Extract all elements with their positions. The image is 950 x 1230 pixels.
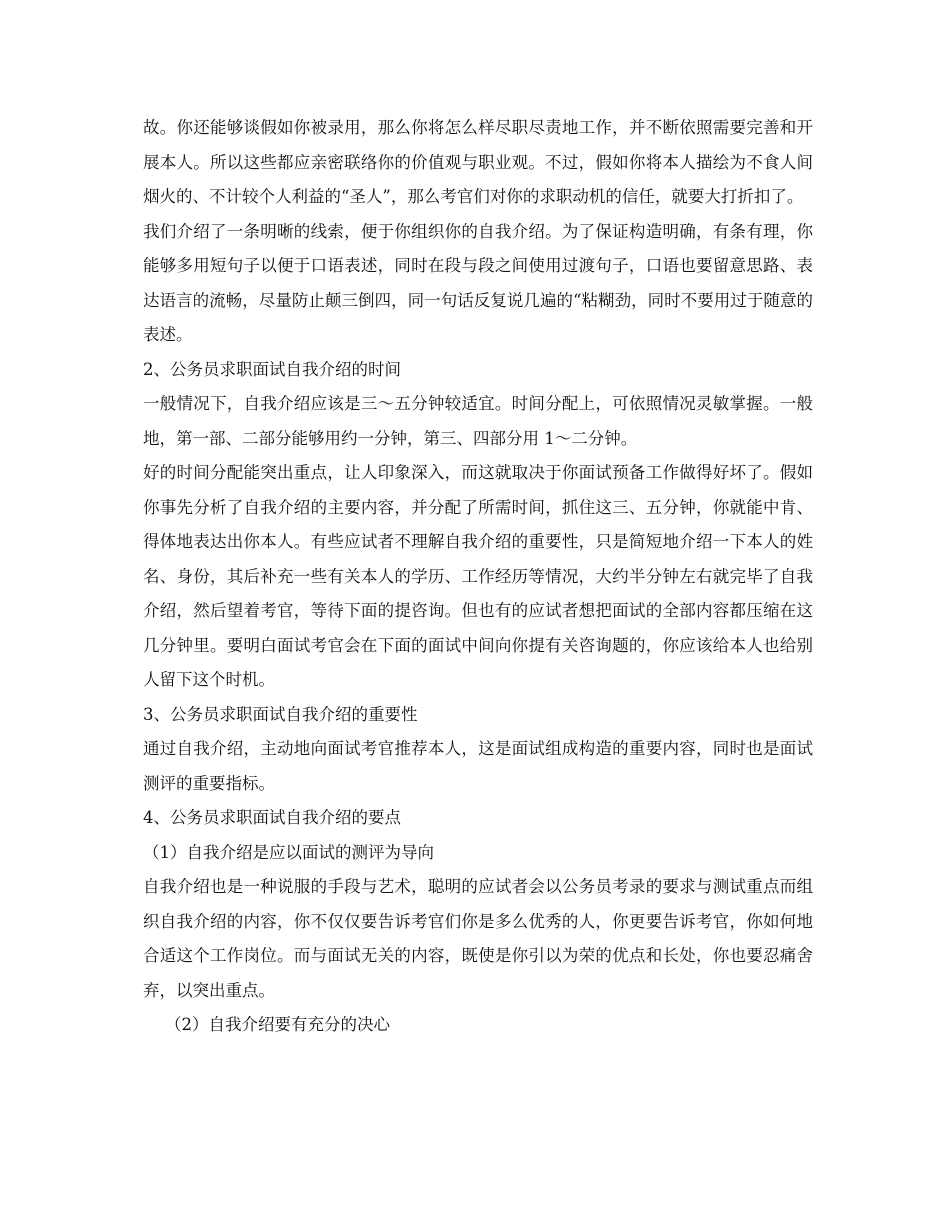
document-body [143, 111, 813, 1043]
paragraph-point-1-body: 自我介绍也是一种说服的手段与艺术，聪明的应试者会以公务员考录的要求与测试重点而组织自我介绍的内容，你不仅仅要告诉考官们你是多么优秀的人，你更要告诉考官，你如何地合适这个工作岗位。而与面试无关的内容，既使是你引以为荣的优点和长处，你也要忍痛舍弃，以突出重点。 [143, 877, 813, 1000]
heading-section-2: 2、公务员求职面试自我介绍的时间 [143, 359, 401, 379]
subheading-point-1: （1）自我介绍是应以面试的测评为导向 [143, 842, 434, 862]
paragraph-time-allocation: 好的时间分配能突出重点，让人印象深入，而这就取决于你面试预备工作做得好坏了。假如你事先分析了自我介绍的主要内容，并分配了所需时间，抓住这三、五分钟，你就能中肯、得体地表达出你本人。有些应试者不理解自我介绍的重要性，只是简短地介绍一下本人的姓名、身份，其后补充一些有关本人的学历、工作经历等情况，大约半分钟左右就完毕了自我介绍，然后望着考官，等待下面的提咨询。但也有的应试者想把面试的全部内容都压缩在这几分钟里。要明白面试考官会在下面的面试中间向你提有关咨询题的，你应该给本人也给别人留下这个时机。 [143, 463, 813, 689]
heading-section-3: 3、公务员求职面试自我介绍的重要性 [143, 704, 418, 724]
heading-section-4: 4、公务员求职面试自我介绍的要点 [143, 808, 401, 827]
subheading-point-2: （2）自我介绍要有充分的决心 [165, 1015, 390, 1034]
paragraph-importance: 通过自我介绍，主动地向面试考官推荐本人，这是面试组成构造的重要内容，同时也是面试测评的重要指标。 [143, 739, 813, 793]
paragraph-continuation-motivation: 故。你还能够谈假如你被录用，那么你将怎么样尽职尽责地工作，并不断依照需要完善和开展本人。所以这些都应亲密联络你的价值观与职业观。不过，假如你将本人描绘为不食人间烟火的、不计较个人利益的“圣人”，那么考官们对你的求职动机的信任，就要大打折扣了。 [143, 118, 813, 206]
paragraph-clear-clue: 我们介绍了一条明晰的线索，便于你组织你的自我介绍。为了保证构造明确，有条有理，你能够多用短句子以便于口语表述，同时在段与段之间使用过渡句子，口语也要留意思路、表达语言的流畅，尽量防止颠三倒四，同一句话反复说几遍的“粘糊劲，同时不要用过于随意的表述。 [143, 221, 813, 344]
paragraph-time-general: 一般情况下，自我介绍应该是三～五分钟较适宜。时间分配上，可依照情况灵敏掌握。一般地，第一部、二部分能够用约一分钟，第三、四部分用 1～二分钟。 [143, 394, 813, 448]
